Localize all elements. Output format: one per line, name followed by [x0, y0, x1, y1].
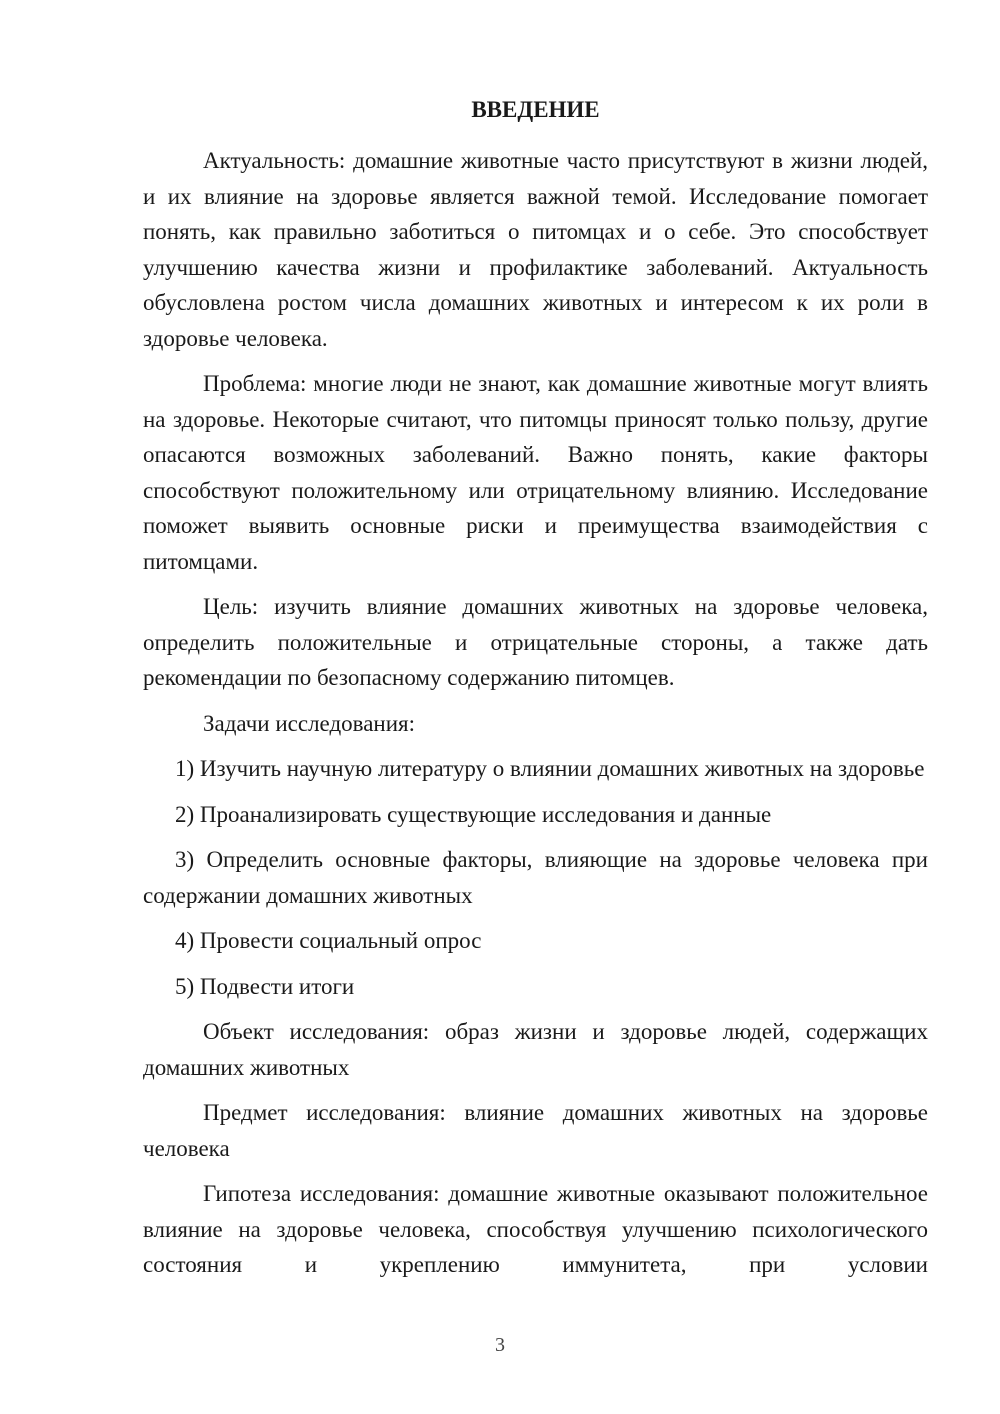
- task-item-4: 4) Провести социальный опрос: [175, 928, 482, 953]
- page-number: 3: [495, 1334, 505, 1356]
- paragraph-problem: Проблема: многие люди не знают, как домашние животные могут влиять на здоровье. Некоторые считают, что питомцы приносят только пользу, другие опасаются возможных заболеваний. Важно понять, какие факторы способствуют положительному или отрицательному влиянию. Исследование поможет выявить основные риски и преимущества взаимодействия с питомцами.: [143, 371, 928, 574]
- paragraph-relevance: Актуальность: домашние животные часто присутствуют в жизни людей, и их влияние на здоровье является важной темой. Исследование помогает понять, как правильно заботиться о питомцах и о себе. Это способствует улучшению качества жизни и профилактике заболеваний. Актуальность обусловлена ростом числа домашних животных и интересом к их роли в здоровье человека.: [143, 148, 928, 351]
- task-item-5: 5) Подвести итоги: [175, 973, 355, 999]
- document-page: [143, 92, 928, 1293]
- page-title: ВВЕДЕНИЕ: [471, 97, 600, 122]
- paragraph-object: Объект исследования: образ жизни и здоровье людей, содержащих домашних животных: [143, 1019, 928, 1080]
- task-item-3: 3) Определить основные факторы, влияющие на здоровье человека при содержании домашних животных: [143, 847, 928, 908]
- paragraph-goal: Цель: изучить влияние домашних животных на здоровье человека, определить положительные и отрицательные стороны, а также дать рекомендации по безопасному содержанию питомцев.: [143, 594, 928, 690]
- task-item-1: 1) Изучить научную литературу о влиянии домашних животных на здоровье: [175, 756, 925, 781]
- task-item-2: 2) Проанализировать существующие исследования и данные: [175, 801, 772, 827]
- paragraph-hypothesis: Гипотеза исследования: домашние животные оказывают положительное влияние на здоровье человека, способствуя улучшению психологического состояния и укреплению иммунитета, при условии: [143, 1181, 928, 1277]
- tasks-header: Задачи исследования:: [203, 710, 416, 736]
- paragraph-subject: Предмет исследования: влияние домашних животных на здоровье человека: [143, 1100, 928, 1161]
